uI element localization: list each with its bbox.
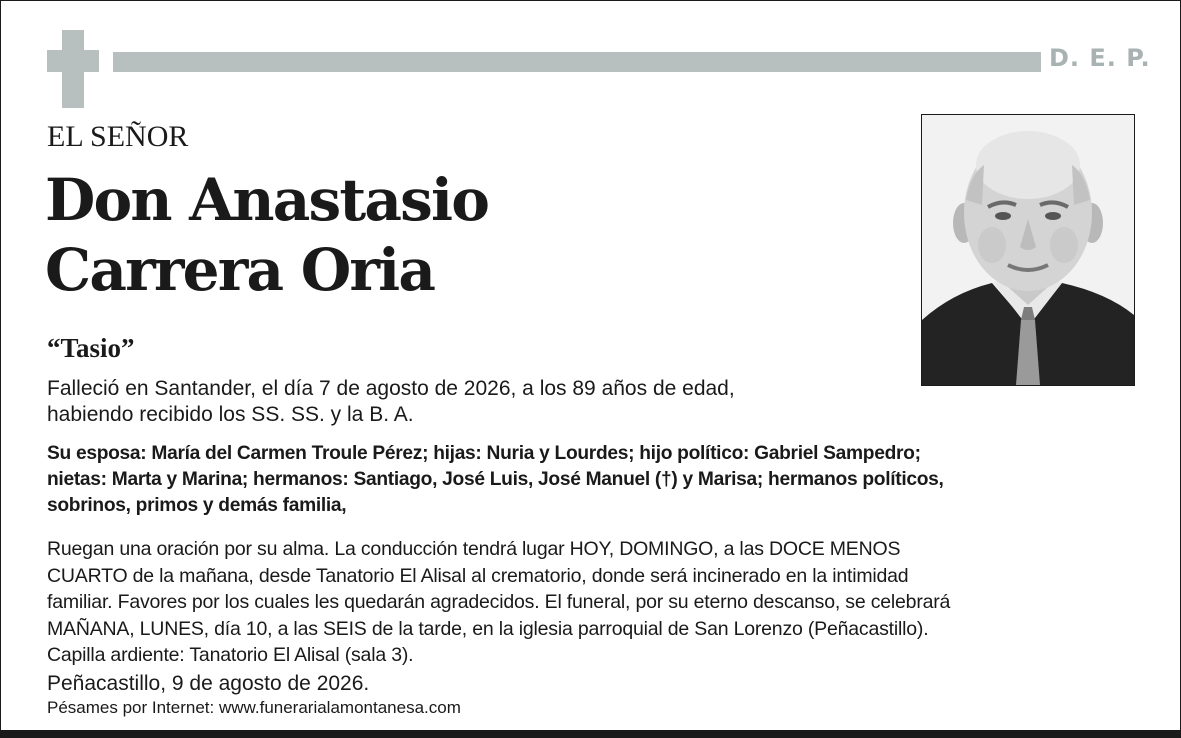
bottom-rule <box>0 730 1181 738</box>
header-bar <box>113 52 1041 72</box>
family-line: sobrinos, primos y demás familia, <box>47 495 347 516</box>
nickname: “Tasio” <box>47 333 135 363</box>
service-line: CUARTO de la mañana, desde Tanatorio El Alisal al crematorio, donde será incinerado en la intimidad <box>47 564 909 587</box>
condolences-web: Pésames por Internet: www.funerarialamontanesa.com <box>47 698 461 717</box>
title-prefix: EL SEÑOR <box>47 120 189 153</box>
name-line-2: Carrera Oria <box>45 236 435 304</box>
service-line: familiar. Favores por los cuales les quedarán agradecidos. El funeral, por su eterno descanso, se celebrará <box>47 591 951 613</box>
family-line: nietas: Marta y Marina; hermanos: Santiago, José Luis, José Manuel (†) y Marisa; hermanos políticos, <box>47 469 944 490</box>
service-details <box>47 536 950 642</box>
death-notice <box>47 376 735 428</box>
service-line: Ruegan una oración por su alma. La conducción tendrá lugar HOY, DOMINGO, a las DOCE MENOS <box>47 538 901 560</box>
portrait-photo <box>921 114 1135 386</box>
service-line: MAÑANA, LUNES, día 10, a las SEIS de la tarde, en la iglesia parroquial de San Lorenzo (Peñacastillo). <box>47 617 929 640</box>
dep-label: D. E. P. <box>1049 44 1151 72</box>
death-line: Falleció en Santander, el día 7 de agosto de 2026, a los 89 años de edad, <box>47 377 735 400</box>
name-line-1: Don Anastasio <box>45 166 489 234</box>
family-list <box>47 441 944 519</box>
chapel-info: Capilla ardiente: Tanatorio El Alisal (sala 3). <box>47 644 414 666</box>
place-date: Peñacastillo, 9 de agosto de 2026. <box>47 672 370 695</box>
deceased-name <box>45 165 488 305</box>
cross-icon <box>47 30 99 108</box>
death-line: habiendo recibido los SS. SS. y la B. A. <box>47 403 414 426</box>
family-line: Su esposa: María del Carmen Troule Pérez; hijas: Nuria y Lourdes; hijo político: Gabriel Sampedro; <box>47 443 921 464</box>
